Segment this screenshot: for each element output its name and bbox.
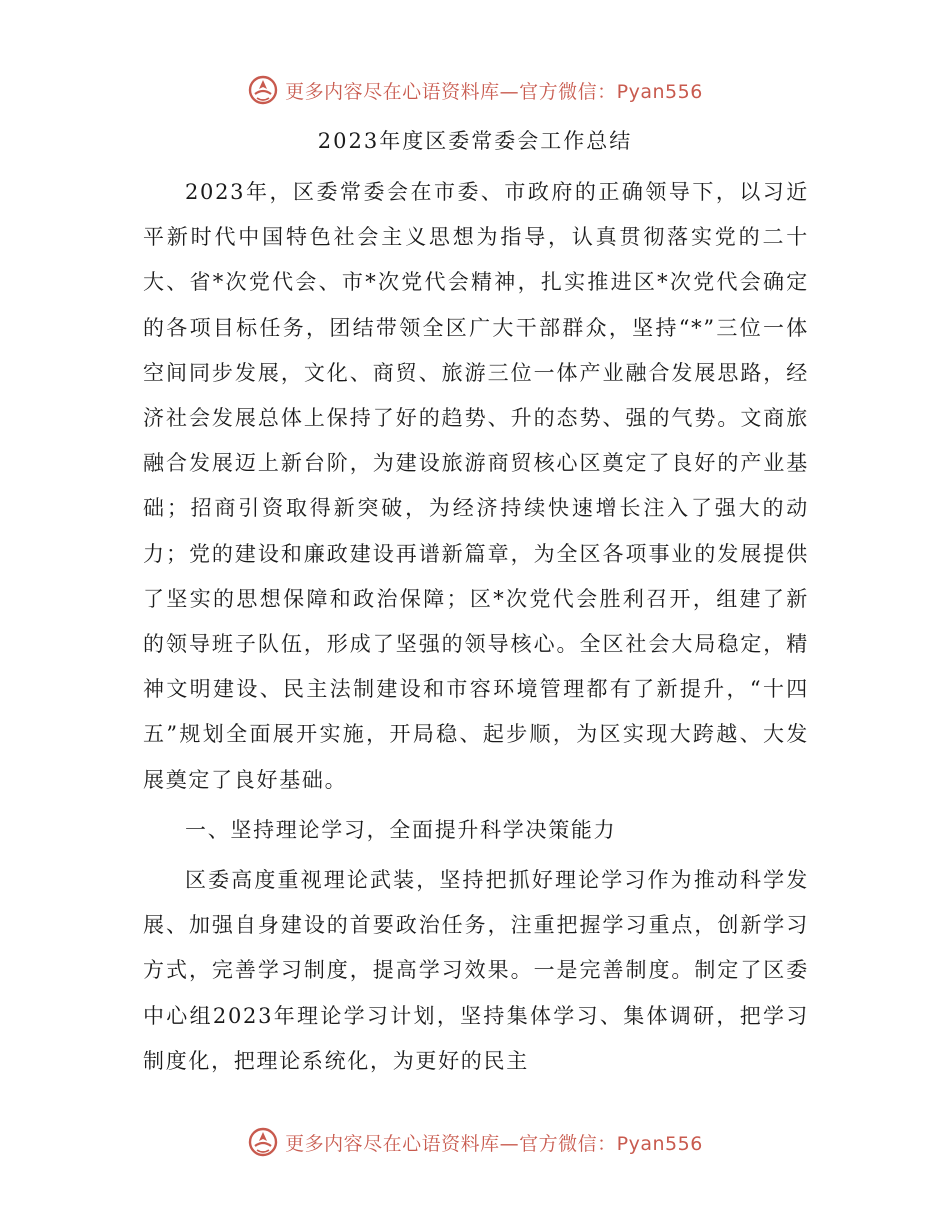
watermark-text: 更多内容尽在心语资料库—官方微信：Pyan556 <box>285 1132 703 1155</box>
section-1-paragraph: 区委高度重视理论武装，坚持把抓好理论学习作为推动科学发展、加强自身建设的首要政治任务，注重把握学习重点，创新学习方式，完善学习制度，提高学习效果。一是完善制度。制定了区委中心组2023年理论学习计划，坚持集体学习、集体调研，把学习制度化，把理论系统化，为更好的民主 <box>143 868 809 1073</box>
book-pen-logo-icon <box>247 74 279 106</box>
book-pen-logo-icon <box>247 1126 279 1158</box>
watermark-text: 更多内容尽在心语资料库—官方微信：Pyan556 <box>285 80 703 103</box>
document-title: 2023年度区委常委会工作总结 <box>317 129 633 153</box>
section-heading-1: 一、坚持理论学习，全面提升科学决策能力 <box>185 817 617 842</box>
intro-paragraph: 2023年，区委常委会在市委、市政府的正确领导下，以习近平新时代中国特色社会主义思想为指导，认真贯彻落实党的二十大、省*次党代会、市*次党代会精神，扎实推进区*次党代会确定的各项目标任务，团结带领全区广大干部群众，坚持“*”三位一体空间同步发展，文化、商贸、旅游三位一体产业融合发展思路，经济社会发展总体上保持了好的趋势、升的态势、强的气势。文商旅融合发展迈上新台阶，为建设旅游商贸核心区奠定了良好的产业基础；招商引资取得新突破，为经济持续快速增长注入了强大的动力；党的建设和廉政建设再谱新篇章，为全区各项事业的发展提供了坚实的思想保障和政治保障；区*次党代会胜利召开，组建了新的领导班子队伍，形成了坚强的领导核心。全区社会大局稳定，精神文明建设、民主法制建设和市容环境管理都有了新提升，“十四五”规划全面展开实施，开局稳、起步顺，为区实现大跨越、大发展奠定了良好基础。 <box>143 180 809 792</box>
document-body <box>143 170 809 1084</box>
footer-watermark <box>0 1122 950 1162</box>
header-watermark <box>0 70 950 110</box>
